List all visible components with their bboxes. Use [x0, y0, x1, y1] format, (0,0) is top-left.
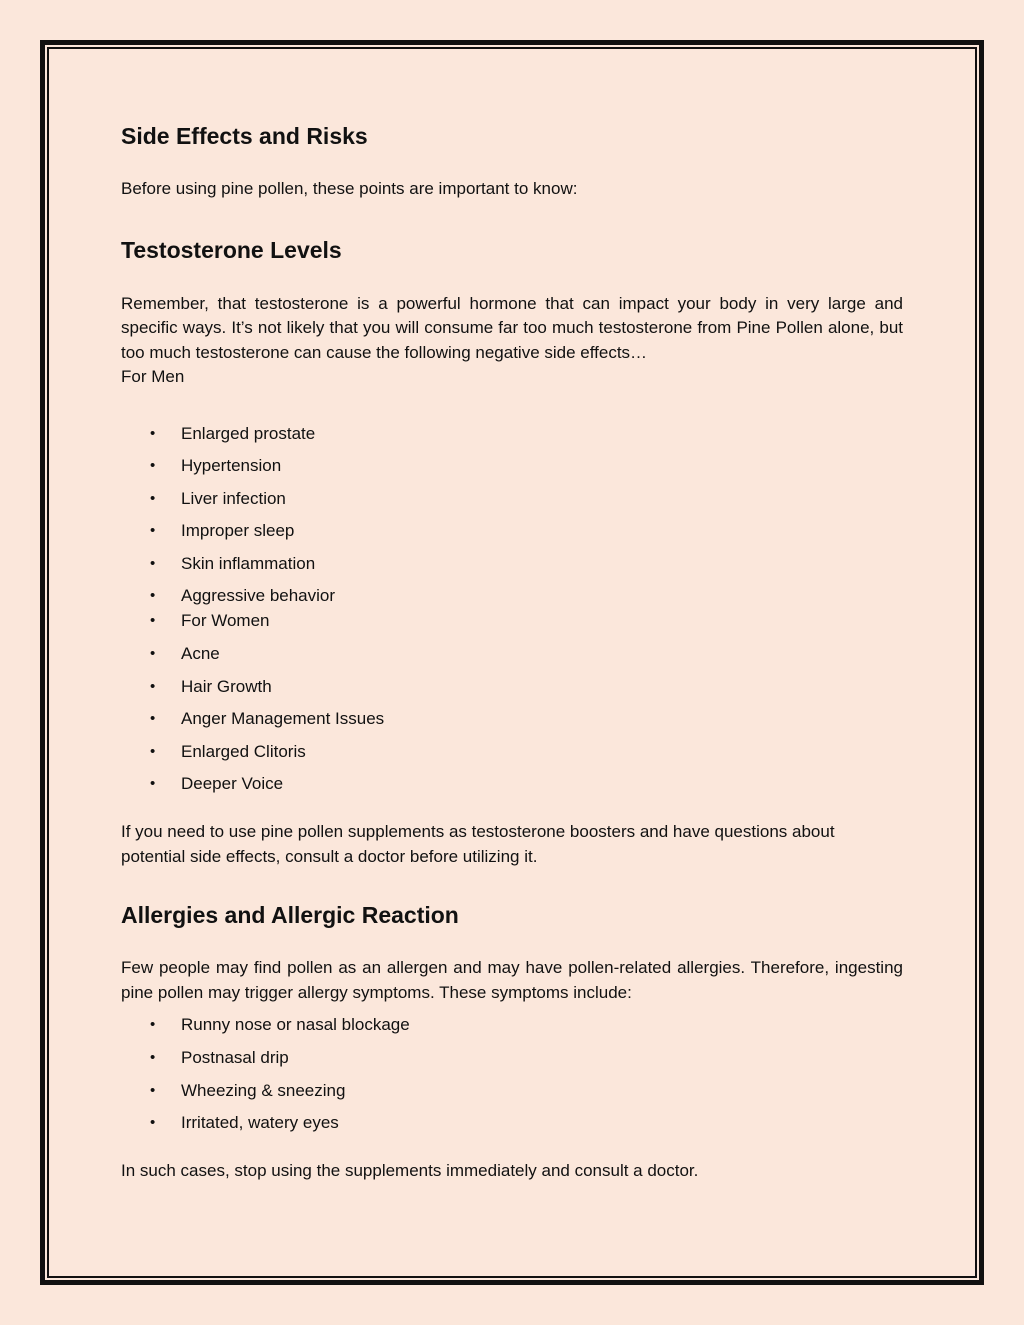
bullet-icon: • — [150, 1081, 156, 1099]
side-effects-heading: Side Effects and Risks — [121, 123, 368, 149]
document-body — [121, 119, 903, 1184]
closing-text: In such cases, stop using the supplements immediately and consult a doctor. — [121, 1161, 699, 1181]
testosterone-paragraph: Remember, that testosterone is a powerful hormone that can impact your body in very large and specific ways. It’s not likely that you will consume far too much testosterone from Pine Pollen alone, but too much testosterone can cause the following negative side effects… — [121, 293, 903, 362]
allergy-symptoms-list — [121, 1013, 903, 1135]
list-item: • Postnasal drip — [121, 1046, 903, 1070]
bullet-icon: • — [150, 424, 156, 442]
for-women-label: • For Women — [121, 609, 903, 633]
list-item: • Improper sleep — [121, 519, 903, 543]
bullet-icon: • — [150, 522, 156, 540]
list-item: • Deeper Voice — [121, 772, 903, 796]
bullet-icon: • — [150, 489, 156, 507]
booster-paragraph: If you need to use pine pollen supplements as testosterone boosters and have questions about potential side effects, consult a doctor before utilizing it. — [121, 822, 835, 866]
bullet-icon: • — [150, 612, 156, 630]
allergies-heading: Allergies and Allergic Reaction — [121, 902, 459, 929]
bullet-icon: • — [150, 710, 156, 728]
list-item: • Hypertension — [121, 454, 903, 478]
bullet-icon: • — [150, 1114, 156, 1132]
list-item: • Hair Growth — [121, 675, 903, 699]
bullet-icon: • — [150, 775, 156, 793]
list-item: • Acne — [121, 642, 903, 666]
bullet-icon: • — [150, 554, 156, 572]
testosterone-heading: Testosterone Levels — [121, 236, 342, 263]
list-item: • Enlarged Clitoris — [121, 740, 903, 764]
list-item: • Runny nose or nasal blockage — [121, 1013, 903, 1037]
list-item: • Wheezing & sneezing — [121, 1079, 903, 1103]
list-item: • Skin inflammation — [121, 552, 903, 576]
for-men-label: For Men — [121, 367, 185, 386]
intro-text: Before using pine pollen, these points are important to know: — [121, 179, 578, 198]
list-item: • Anger Management Issues — [121, 707, 903, 731]
bullet-icon: • — [150, 1016, 156, 1034]
men-effects-list — [121, 422, 903, 609]
bullet-icon: • — [150, 645, 156, 663]
bullet-icon: • — [150, 1049, 156, 1067]
women-effects-list — [121, 609, 903, 796]
list-item: • Enlarged prostate — [121, 422, 903, 446]
list-item: • Aggressive behavior — [121, 584, 903, 608]
bullet-icon: • — [150, 742, 156, 760]
list-item: • Irritated, watery eyes — [121, 1111, 903, 1135]
list-item: • Liver infection — [121, 487, 903, 511]
bullet-icon: • — [150, 677, 156, 695]
bullet-icon: • — [150, 457, 156, 475]
allergy-paragraph: Few people may find pollen as an allergen and may have pollen-related allergies. Therefore, ingesting pine pollen may trigger allergy symptoms. These symptoms include: — [121, 958, 903, 1002]
bullet-icon: • — [150, 587, 156, 605]
